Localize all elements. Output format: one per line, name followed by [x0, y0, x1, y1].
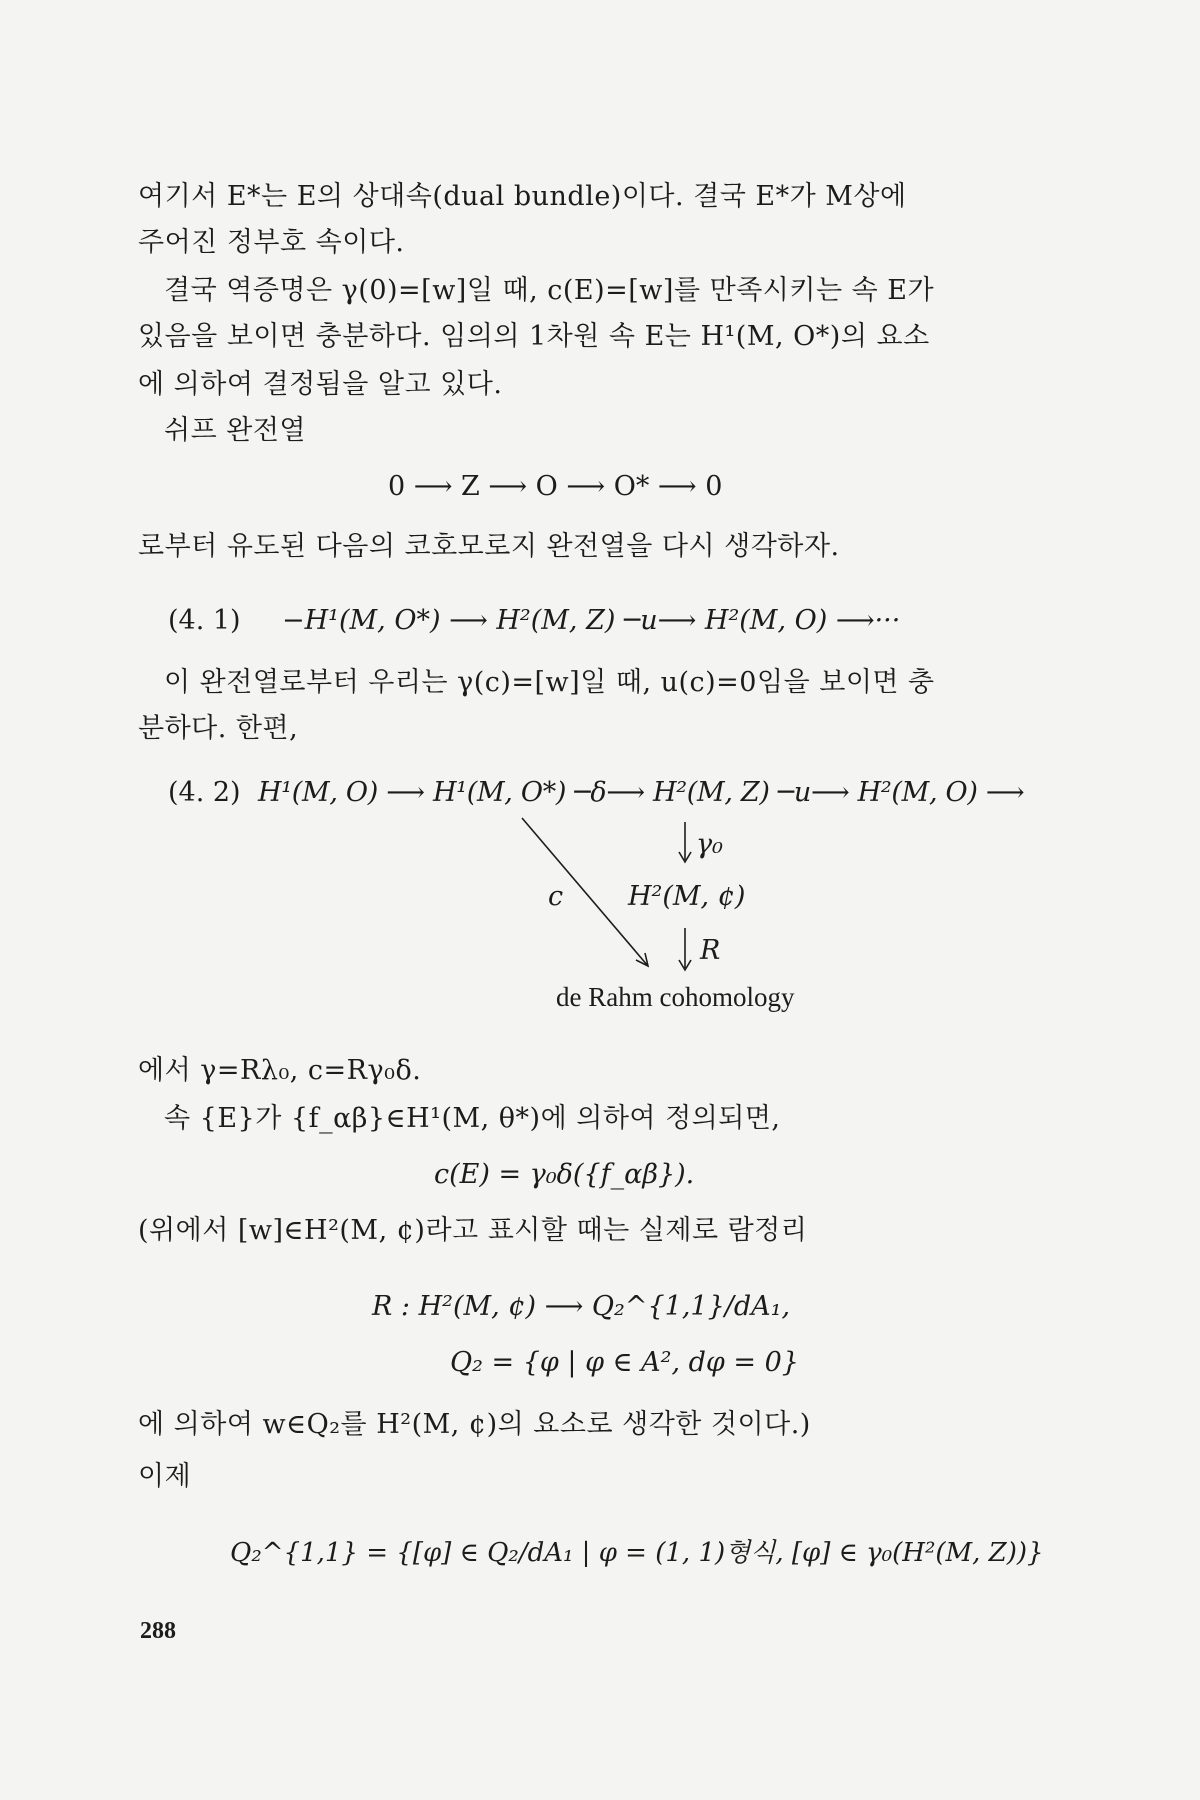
- text-line-7: 로부터 유도된 다음의 코호모로지 완전열을 다시 생각하자.: [138, 531, 840, 562]
- equation-4-1: −H¹(M, O*) ⟶ H²(M, Z) ─u⟶ H²(M, O) ⟶···: [282, 605, 901, 636]
- formula-q2-definition: Q₂ = {φ | φ ∈ A², dφ = 0}: [450, 1347, 799, 1378]
- text-line-14: 이제: [138, 1461, 192, 1492]
- text-line-12: (위에서 [w]∈H²(M, ¢)라고 표시할 때는 실제로 람정리: [138, 1215, 808, 1246]
- gamma0-map-label: γ₀: [696, 829, 723, 860]
- h2-complex-label: H²(M, ¢): [628, 881, 746, 912]
- text-line-10: 에서 γ=Rλ₀, c=Rγ₀δ.: [138, 1055, 422, 1086]
- text-line-8: 이 완전열로부터 우리는 γ(c)=[w]일 때, u(c)=0임을 보이면 충: [164, 667, 935, 698]
- text-line-5: 에 의하여 결정됨을 알고 있다.: [138, 369, 503, 400]
- page-number: 288: [140, 1618, 176, 1644]
- r-map-label: R: [700, 935, 721, 966]
- text-line-3: 결국 역증명은 γ(0)=[w]일 때, c(E)=[w]를 만족시키는 속 E가: [164, 275, 935, 306]
- text-line-11: 속 {E}가 {f_αβ}∈H¹(M, θ*)에 의하여 정의되면,: [164, 1103, 781, 1134]
- formula-r-map: R : H²(M, ¢) ⟶ Q₂^{1,1}/dA₁,: [372, 1291, 791, 1322]
- equation-label-4-2: (4. 2): [168, 777, 241, 808]
- sheaf-exact-sequence: 0 ⟶ Z ⟶ O ⟶ O* ⟶ 0: [388, 471, 723, 502]
- c-map-label: c: [548, 881, 564, 912]
- text-line-13: 에 의하여 w∈Q₂를 H²(M, ¢)의 요소로 생각한 것이다.): [138, 1409, 811, 1440]
- text-line-1: 여기서 E*는 E의 상대속(dual bundle)이다. 결국 E*가 M상에: [138, 181, 907, 212]
- text-line-6: 쉬프 완전열: [164, 415, 306, 446]
- equation-label-4-1: (4. 1): [168, 605, 241, 636]
- text-line-2: 주어진 정부호 속이다.: [138, 227, 405, 258]
- text-line-4: 있음을 보이면 충분하다. 임의의 1차원 속 E는 H¹(M, O*)의 요소: [138, 321, 930, 352]
- equation-4-2-top-row: H¹(M, O) ⟶ H¹(M, O*) ─δ⟶ H²(M, Z) ─u⟶ H²(M, O) ⟶: [258, 777, 1025, 808]
- formula-q11-definition: Q₂^{1,1} = {[φ] ∈ Q₂/dA₁ | φ = (1, 1)형식, [φ] ∈ γ₀(H²(M, Z))}: [230, 1538, 1044, 1568]
- de-rahm-cohomology-label: de Rahm cohomology: [556, 982, 795, 1012]
- formula-c-of-e: c(E) = γ₀δ({f_αβ}).: [434, 1159, 695, 1190]
- text-line-9: 분하다. 한편,: [138, 713, 299, 744]
